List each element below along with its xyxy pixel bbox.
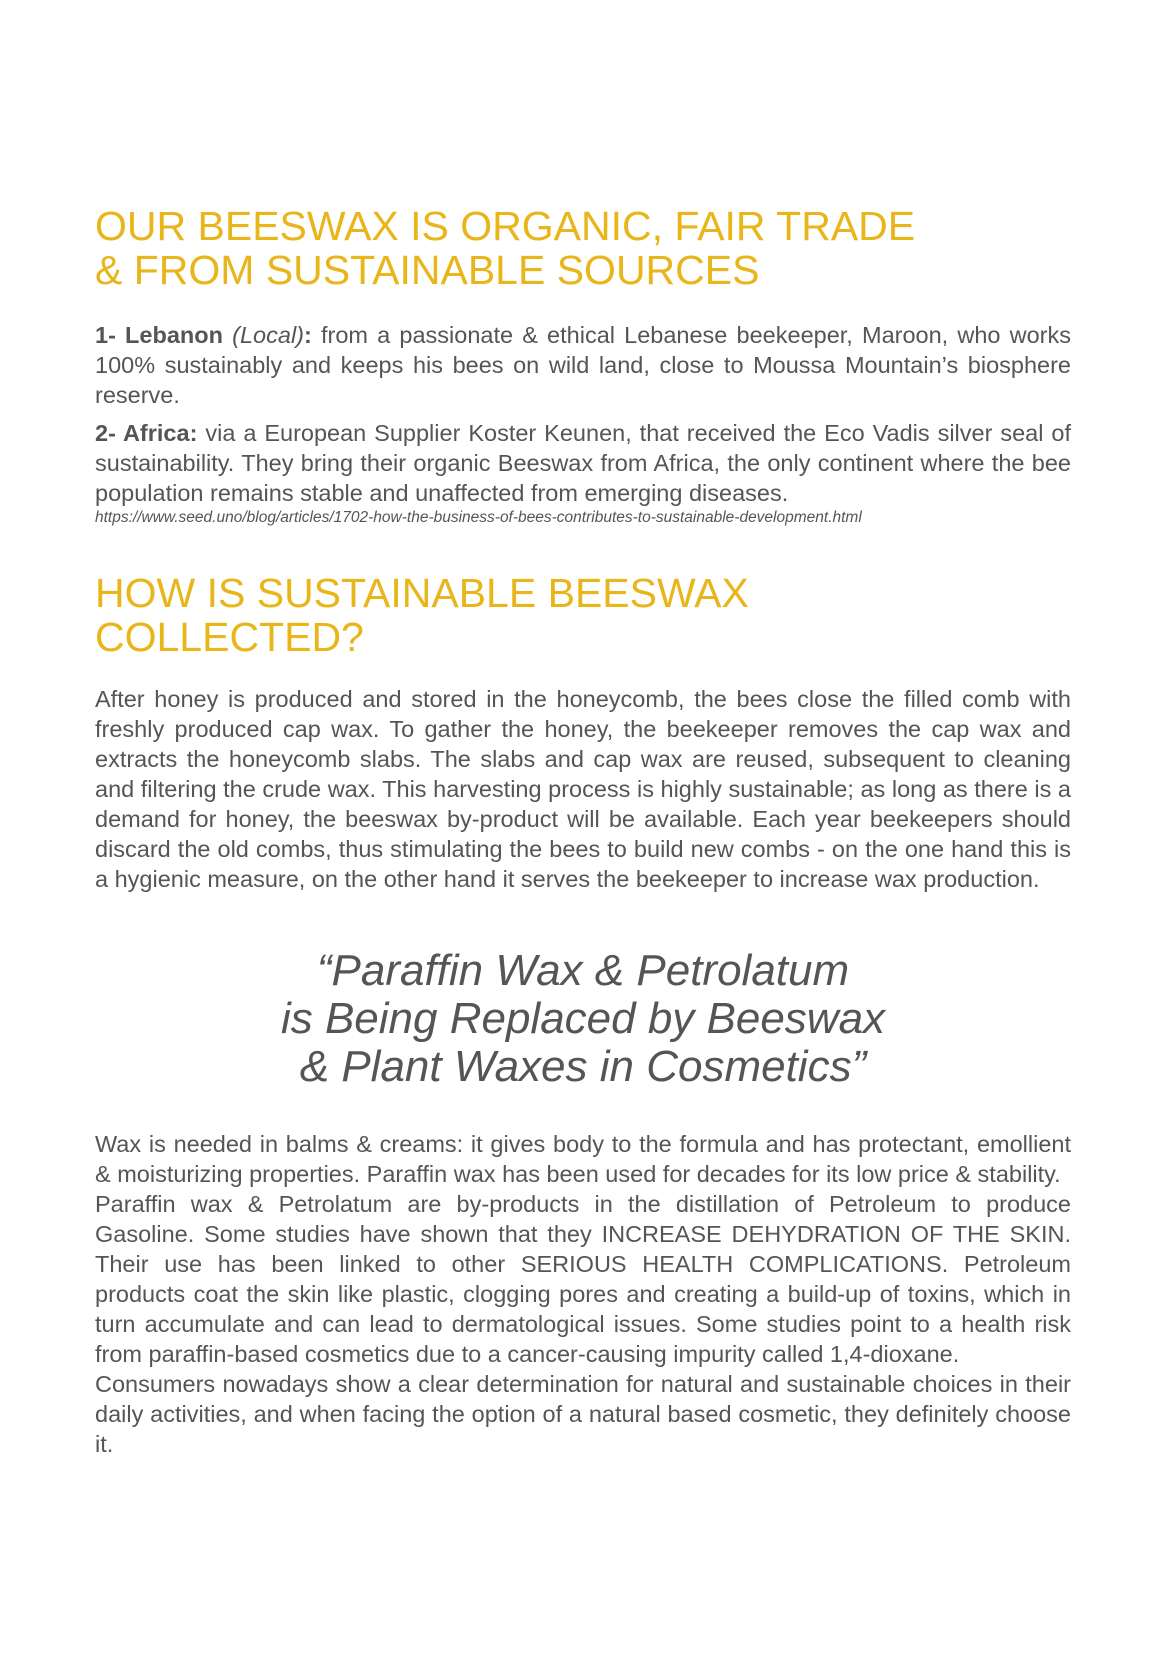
- source-url-link[interactable]: https://www.seed.uno/blog/articles/1702-how-the-business-of-bees-contributes-to-sustainable-development.html: [95, 509, 862, 526]
- label-colon: :: [304, 322, 312, 348]
- heading-line: OUR BEESWAX IS ORGANIC, FAIR TRADE: [95, 203, 916, 249]
- source-item-lebanon: [95, 320, 1071, 410]
- heading-line: & FROM SUSTAINABLE SOURCES: [95, 247, 760, 293]
- pull-quote: [95, 947, 1071, 1091]
- quote-line: & Plant Waxes in Cosmetics”: [299, 1042, 867, 1091]
- heading-line: HOW IS SUSTAINABLE BEESWAX: [95, 570, 749, 616]
- source-item-africa: [95, 418, 1071, 508]
- source-label-africa: 2- Africa:: [95, 420, 198, 446]
- paraffin-section: [95, 1129, 1071, 1459]
- paraffin-paragraph-3: Consumers nowadays show a clear determination for natural and sustainable choices in their daily activities, and when facing the option of a natural based cosmetic, they definitely choose it.: [95, 1371, 1071, 1457]
- paraffin-paragraph-1: Wax is needed in balms & creams: it gives body to the formula and has protectant, emollient & moisturizing properties. Paraffin wax has been used for decades for its low price & stability.: [95, 1131, 1071, 1187]
- quote-line: is Being Replaced by Beeswax: [280, 994, 886, 1043]
- document-page: [95, 204, 1071, 1459]
- collection-paragraph: After honey is produced and stored in the honeycomb, the bees close the filled comb with freshly produced cap wax. To gather the honey, the beekeeper removes the cap wax and extracts the honeycomb slabs. The slabs and cap wax are reused, subsequent to cleaning and filtering the crude wax. This harvesting process is highly sustainable; as long as there is a demand for honey, the beeswax by-product will be available. Each year beekeepers should discard the old combs, thus stimulating the bees to build new combs - on the one hand this is a hygienic measure, on the other hand it serves the beekeeper to increase wax production.: [95, 686, 1071, 892]
- paraffin-paragraph-2: Paraffin wax & Petrolatum are by-products in the distillation of Petroleum to produce Gasoline. Some studies have shown that they INCREASE DEHYDRATION OF THE SKIN. Their use has been linked to other SERIOUS HEALTH COMPLICATIONS. Petroleum products coat the skin like plastic, clogging pores and creating a build-up of toxins, which in turn accumulate and can lead to dermatological issues. Some studies point to a health risk from paraffin-based cosmetics due to a cancer-causing impurity called 1,4-dioxane.: [95, 1191, 1071, 1367]
- source-note-local: (Local): [232, 322, 304, 348]
- source-label-lebanon: 1- Lebanon: [95, 322, 223, 348]
- section-heading-sustainable-sources: [95, 204, 1071, 292]
- quote-line: “Paraffin Wax & Petrolatum: [316, 946, 850, 995]
- section-heading-collection: [95, 571, 1071, 659]
- source-text-africa: via a European Supplier Koster Keunen, that received the Eco Vadis silver seal of sustainability. They bring their organic Beeswax from Africa, the only continent where the bee population remains stable and unaffected from emerging diseases.: [95, 420, 1071, 506]
- source-text-lebanon: from a passionate & ethical Lebanese beekeeper, Maroon, who works 100% sustainably and keeps his bees on wild land, close to Moussa Mountain’s biosphere reserve.: [95, 322, 1072, 408]
- heading-line: COLLECTED?: [95, 614, 364, 660]
